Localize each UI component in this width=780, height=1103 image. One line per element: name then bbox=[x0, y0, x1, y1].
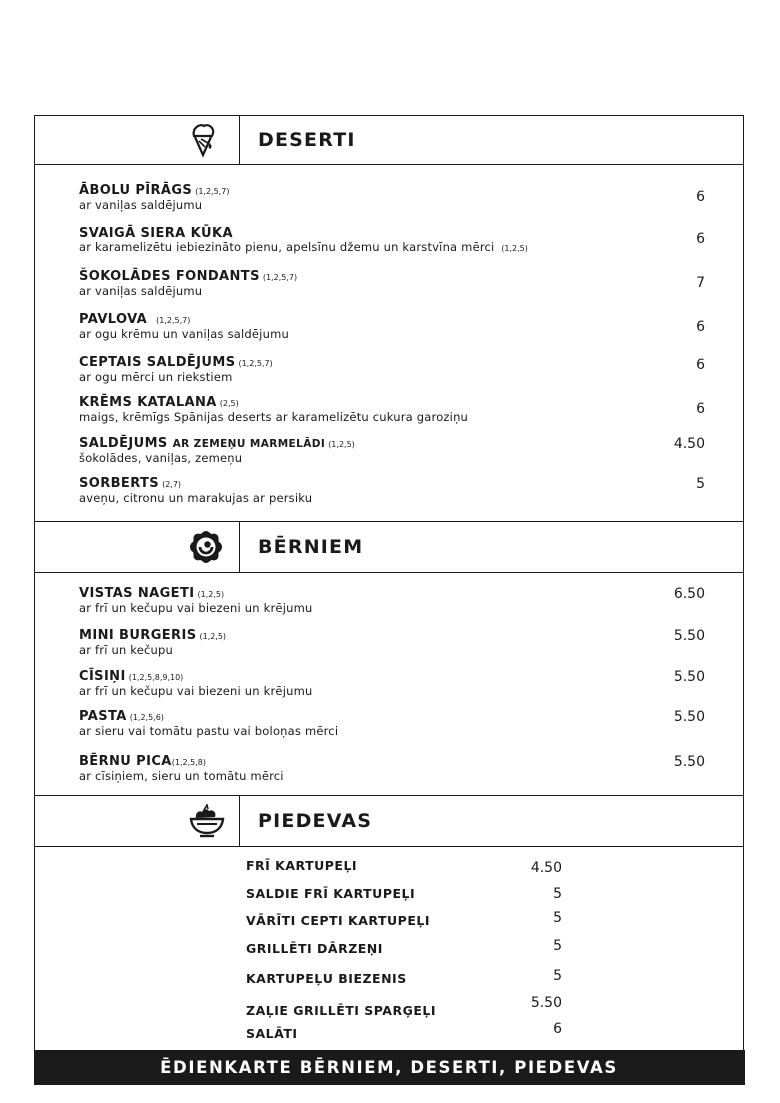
allergen-codes: (1,2,5,8) bbox=[171, 758, 206, 767]
ice-cream-icon bbox=[188, 122, 218, 158]
allergen-codes: (2,5) bbox=[219, 399, 239, 408]
allergen-codes: (1,2,5) bbox=[199, 632, 227, 641]
item-name: ŠOKOLĀDES FONDANTS (1,2,5,7) bbox=[79, 269, 298, 284]
item-description: ar vaniļas saldējumu bbox=[79, 284, 203, 298]
menu-item bbox=[79, 226, 705, 255]
item-price: 5.50 bbox=[673, 754, 705, 770]
item-name: SVAIGĀ SIERA KŪKA bbox=[79, 226, 233, 241]
menu-item bbox=[79, 754, 705, 783]
menu-item bbox=[79, 269, 705, 298]
side-item-price: 4.50 bbox=[530, 860, 562, 876]
item-name: CEPTAIS SALDĒJUMS (1,2,5,7) bbox=[79, 355, 273, 370]
section-icon-cell bbox=[35, 796, 240, 846]
allergen-codes: (1,2,5) bbox=[197, 590, 225, 599]
allergen-codes: (1,2,5) bbox=[501, 244, 528, 253]
menu-item bbox=[79, 436, 705, 465]
allergen-codes: (1,2,5,7) bbox=[238, 359, 273, 368]
side-item bbox=[246, 995, 562, 1019]
menu-item bbox=[79, 476, 705, 505]
allergen-codes: (2,7) bbox=[162, 480, 182, 489]
item-description: šokolādes, vaniļas, zemeņu bbox=[79, 451, 243, 465]
side-item-name: SALĀTI bbox=[246, 1026, 298, 1041]
item-name: VISTAS NAGETI (1,2,5) bbox=[79, 586, 225, 601]
item-name: CĪSIŅI (1,2,5,8,9,10) bbox=[79, 669, 184, 684]
side-item-price: 5.50 bbox=[530, 995, 562, 1011]
footer-banner: ĒDIENKARTE BĒRNIEM, DESERTI, PIEDEVAS bbox=[34, 1050, 745, 1085]
side-item-name: KARTUPEĻU BIEZENIS bbox=[246, 971, 407, 986]
menu-item bbox=[79, 355, 705, 384]
menu-item bbox=[79, 669, 705, 698]
item-price: 5.50 bbox=[673, 709, 705, 725]
item-price: 6 bbox=[696, 357, 705, 373]
item-price: 6 bbox=[696, 189, 705, 205]
side-item bbox=[246, 1023, 562, 1042]
item-price: 6.50 bbox=[673, 586, 705, 602]
item-description: aveņu, citronu un marakujas ar persiku bbox=[79, 491, 313, 505]
allergen-codes: (1,2,5,6) bbox=[129, 713, 164, 722]
item-price: 6 bbox=[696, 319, 705, 335]
item-name: PASTA (1,2,5,6) bbox=[79, 709, 164, 724]
allergen-codes: (1,2,5,7) bbox=[262, 273, 298, 282]
side-item bbox=[246, 855, 562, 874]
item-name: MINI BURGERIS (1,2,5) bbox=[79, 628, 227, 643]
item-price: 5.50 bbox=[673, 669, 705, 685]
section-title: PIEDEVAS bbox=[258, 810, 373, 832]
side-item bbox=[246, 910, 562, 929]
item-description: ar sieru vai tomātu pastu vai boloņas mērci bbox=[79, 724, 339, 738]
side-item-name: FRĪ KARTUPEĻI bbox=[246, 858, 358, 873]
side-item-name: SALDIE FRĪ KARTUPEĻI bbox=[246, 886, 416, 901]
item-description: ar frī un kečupu bbox=[79, 643, 174, 657]
side-item-price: 5 bbox=[553, 886, 562, 902]
side-item-price: 5 bbox=[553, 910, 562, 926]
section-header-berniem bbox=[35, 521, 743, 573]
allergen-codes: (1,2,5) bbox=[328, 440, 355, 449]
item-description: ar frī un kečupu vai biezeni un krējumu bbox=[79, 684, 313, 698]
menu-item bbox=[79, 709, 705, 738]
item-description: ar karamelizētu iebiezināto pienu, apelsīnu džemu un karstvīna mērci (1,2,5) bbox=[79, 240, 528, 254]
salad-bowl-icon bbox=[188, 804, 226, 838]
side-item-price: 5 bbox=[553, 938, 562, 954]
item-name: ĀBOLU PĪRĀGS (1,2,5,7) bbox=[79, 183, 230, 198]
allergen-codes: (1,2,5,7) bbox=[195, 187, 230, 196]
menu-frame bbox=[34, 115, 744, 1084]
item-name: BĒRNU PICA(1,2,5,8) bbox=[79, 754, 206, 769]
flower-icon bbox=[188, 529, 224, 565]
side-item-name: ZAĻIE GRILLĒTI SPARĢEĻI bbox=[246, 1003, 437, 1018]
menu-item bbox=[79, 395, 705, 424]
item-name: PAVLOVA (1,2,5,7) bbox=[79, 312, 191, 327]
item-price: 5 bbox=[696, 476, 705, 492]
menu-item bbox=[79, 628, 705, 657]
item-price: 4.50 bbox=[673, 436, 705, 452]
side-item bbox=[246, 968, 562, 987]
item-name: SORBERTS (2,7) bbox=[79, 476, 182, 491]
item-description: ar frī un kečupu vai biezeni un krējumu bbox=[79, 601, 313, 615]
side-item bbox=[246, 938, 562, 957]
item-price: 6 bbox=[696, 231, 705, 247]
item-description: ar vaniļas saldējumu bbox=[79, 198, 203, 212]
item-name: KRĒMS KATALANA (2,5) bbox=[79, 395, 239, 410]
allergen-codes: (1,2,5,7) bbox=[156, 316, 191, 325]
side-item-price: 5 bbox=[553, 968, 562, 984]
item-description: maigs, krēmīgs Spānijas deserts ar karamelizētu cukura garoziņu bbox=[79, 410, 469, 424]
side-item-name: VĀRĪTI CEPTI KARTUPEĻI bbox=[246, 913, 430, 928]
section-header-deserti bbox=[35, 115, 743, 165]
item-price: 7 bbox=[696, 275, 705, 291]
item-description: ar ogu mērci un riekstiem bbox=[79, 370, 233, 384]
side-item bbox=[246, 883, 562, 902]
item-price: 5.50 bbox=[673, 628, 705, 644]
item-name: SALDĒJUMS AR ZEMEŅU MARMELĀDI (1,2,5) bbox=[79, 436, 355, 451]
allergen-codes: (1,2,5,8,9,10) bbox=[128, 673, 184, 682]
item-price: 6 bbox=[696, 401, 705, 417]
item-description: ar ogu krēmu un vaniļas saldējumu bbox=[79, 327, 289, 341]
item-description: ar cīsiņiem, sieru un tomātu mērci bbox=[79, 769, 284, 783]
menu-item bbox=[79, 586, 705, 615]
section-icon-cell bbox=[35, 522, 240, 572]
side-item-name: GRILLĒTI DĀRZEŅI bbox=[246, 941, 383, 956]
menu-item bbox=[79, 183, 705, 212]
menu-item bbox=[79, 312, 705, 341]
side-item-price: 6 bbox=[553, 1021, 562, 1037]
section-icon-cell bbox=[35, 116, 240, 164]
section-header-piedevas bbox=[35, 795, 743, 847]
section-title: DESERTI bbox=[258, 128, 356, 151]
section-title: BĒRNIEM bbox=[258, 536, 364, 558]
